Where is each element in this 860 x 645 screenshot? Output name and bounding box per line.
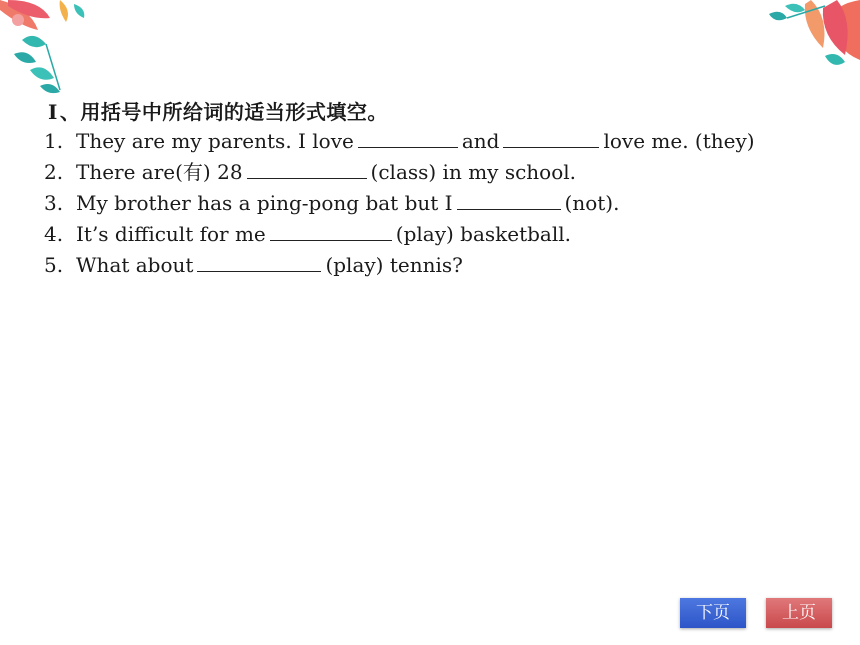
next-page-button[interactable]: 下页 <box>680 598 746 628</box>
answer-blank[interactable] <box>503 129 599 148</box>
question-text: (play) tennis? <box>325 253 463 277</box>
question-1 <box>44 129 755 153</box>
question-5 <box>44 253 463 277</box>
question-text: They are my parents. I love <box>76 129 354 153</box>
question-text: (not). <box>564 191 620 215</box>
previous-page-button[interactable]: 上页 <box>766 598 832 628</box>
question-number: 3. <box>44 191 64 215</box>
question-text: (play) basketball. <box>395 222 572 246</box>
answer-blank[interactable] <box>247 160 367 179</box>
question-4 <box>44 222 571 246</box>
question-text: and <box>461 129 500 153</box>
question-text: It’s difficult for me <box>76 222 266 246</box>
question-2 <box>44 160 576 184</box>
section-instruction: 、用括号中所给词的适当形式填空。 <box>59 100 388 124</box>
question-text: (class) in my school. <box>370 160 576 184</box>
question-number: 4. <box>44 222 64 246</box>
question-text: My brother has a ping-pong bat but I <box>76 191 453 215</box>
question-text: There are(有) 28 <box>76 160 243 184</box>
question-text: love me. (they) <box>603 129 755 153</box>
question-number: 1. <box>44 129 64 153</box>
question-number: 2. <box>44 160 64 184</box>
question-text: What about <box>76 253 194 277</box>
answer-blank[interactable] <box>358 129 458 148</box>
floral-decoration-icon <box>725 0 860 75</box>
question-number: 5. <box>44 253 64 277</box>
answer-blank[interactable] <box>457 191 561 210</box>
question-3 <box>44 191 619 215</box>
answer-blank[interactable] <box>197 253 321 272</box>
answer-blank[interactable] <box>270 222 392 241</box>
section-numeral: Ⅰ <box>48 100 58 124</box>
floral-decoration-icon <box>0 0 110 95</box>
section-heading <box>48 96 388 125</box>
